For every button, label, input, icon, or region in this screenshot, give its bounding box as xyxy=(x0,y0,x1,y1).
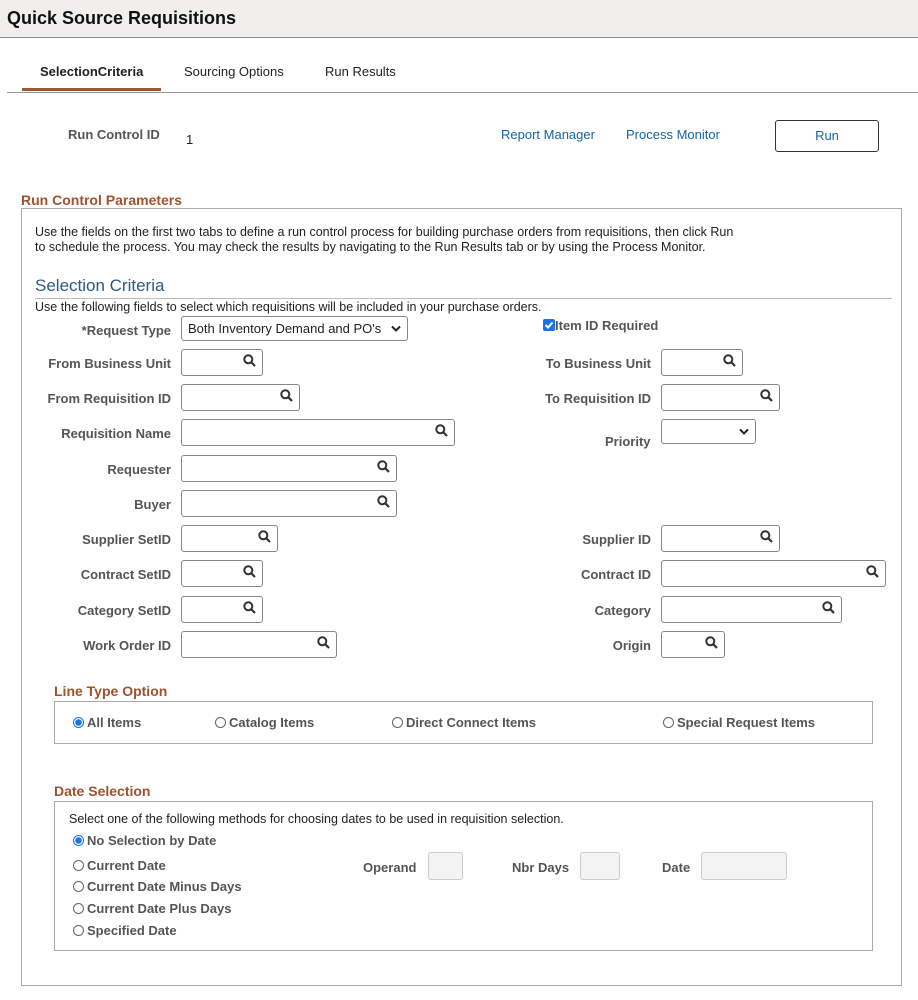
tab-run-results[interactable]: Run Results xyxy=(325,64,396,79)
chevron-down-icon xyxy=(739,428,749,436)
line-type-radio-special-request-items[interactable] xyxy=(663,715,815,730)
nbr-days-label: Nbr Days xyxy=(512,860,570,875)
selection-divider xyxy=(35,298,892,299)
contract-id-input[interactable] xyxy=(661,560,886,587)
process-monitor-link[interactable]: Process Monitor xyxy=(626,127,720,142)
radio-icon xyxy=(215,717,226,728)
radio-icon xyxy=(73,881,84,892)
checkbox-checked-icon xyxy=(543,319,555,331)
search-icon[interactable] xyxy=(435,424,448,440)
date-selection-heading: Date Selection xyxy=(54,783,151,799)
requester-input[interactable] xyxy=(181,455,397,482)
line-type-heading: Line Type Option xyxy=(54,683,168,699)
line-type-option-label: Special Request Items xyxy=(677,715,815,730)
radio-icon xyxy=(73,860,84,871)
run-control-parameters-heading: Run Control Parameters xyxy=(21,192,183,208)
to-business-unit-label: To Business Unit xyxy=(545,356,651,371)
category-input[interactable] xyxy=(661,596,842,623)
line-type-radio-all-items[interactable] xyxy=(73,715,141,730)
search-icon[interactable] xyxy=(723,354,736,370)
search-icon[interactable] xyxy=(243,354,256,370)
supplier-setid-label: Supplier SetID xyxy=(82,532,171,547)
search-icon[interactable] xyxy=(705,636,718,652)
search-icon[interactable] xyxy=(280,389,293,405)
item-id-required-label: Item ID Required xyxy=(555,318,659,333)
date-label: Date xyxy=(662,860,691,875)
date-radio-current-date[interactable] xyxy=(73,858,166,873)
nbr-days-field[interactable] xyxy=(580,852,620,880)
operand-label: Operand xyxy=(363,860,417,875)
search-icon[interactable] xyxy=(377,460,390,476)
params-description: Use the fields on the first two tabs to define a run control process for building purchase orders from requisitions, then click Run to schedule the process. You may check the results by navigating to the Run Results tab or by using the Process Monitor. xyxy=(35,225,734,254)
radio-icon xyxy=(73,903,84,914)
from-business-unit-input[interactable] xyxy=(181,349,263,376)
run-button[interactable]: Run xyxy=(775,120,879,152)
contract-setid-label: Contract SetID xyxy=(80,567,171,582)
requisition-name-input[interactable] xyxy=(181,419,455,446)
date-option-label: Current Date xyxy=(87,858,166,873)
search-icon[interactable] xyxy=(243,601,256,617)
category-setid-input[interactable] xyxy=(181,596,263,623)
run-control-id-label: Run Control ID xyxy=(68,127,160,142)
contract-id-label: Contract ID xyxy=(580,567,651,582)
selection-description: Use the following fields to select which requisitions will be included in your purchase orders. xyxy=(35,300,542,314)
line-type-radio-catalog-items[interactable] xyxy=(215,715,314,730)
origin-input[interactable] xyxy=(661,631,725,658)
date-radio-current-date-plus-days[interactable] xyxy=(73,901,232,916)
tab-sourcing-options[interactable]: Sourcing Options xyxy=(184,64,284,79)
supplier-id-label: Supplier ID xyxy=(582,532,651,547)
supplier-setid-input[interactable] xyxy=(181,525,278,552)
date-option-label: Current Date Minus Days xyxy=(87,879,242,894)
radio-icon xyxy=(392,717,403,728)
run-control-id-value: 1 xyxy=(186,132,194,147)
search-icon[interactable] xyxy=(258,530,271,546)
line-type-radio-direct-connect-items[interactable] xyxy=(392,715,536,730)
line-type-option-label: All Items xyxy=(87,715,142,730)
date-option-label: Specified Date xyxy=(87,923,177,938)
search-icon[interactable] xyxy=(377,495,390,511)
work-order-id-label: Work Order ID xyxy=(83,638,171,653)
date-option-label: No Selection by Date xyxy=(87,833,217,848)
radio-icon xyxy=(73,925,84,936)
date-field[interactable] xyxy=(701,852,787,880)
work-order-id-input[interactable] xyxy=(181,631,337,658)
to-requisition-id-input[interactable] xyxy=(661,384,780,411)
active-tab-indicator xyxy=(22,88,161,91)
from-requisition-id-label: From Requisition ID xyxy=(47,391,171,406)
requester-label: Requester xyxy=(107,462,171,477)
page-header xyxy=(0,0,918,38)
selection-criteria-heading: Selection Criteria xyxy=(35,276,165,295)
page-title: Quick Source Requisitions xyxy=(7,8,237,28)
line-type-option-label: Direct Connect Items xyxy=(406,715,537,730)
requisition-name-label: Requisition Name xyxy=(61,426,171,441)
date-radio-specified-date[interactable] xyxy=(73,923,177,938)
search-icon[interactable] xyxy=(760,530,773,546)
contract-setid-input[interactable] xyxy=(181,560,263,587)
from-requisition-id-input[interactable] xyxy=(181,384,300,411)
radio-icon xyxy=(663,717,674,728)
priority-label: Priority xyxy=(605,434,651,449)
priority-select[interactable] xyxy=(661,419,756,444)
request-type-value: Both Inventory Demand and PO's xyxy=(188,321,382,336)
line-type-option-label: Catalog Items xyxy=(229,715,315,730)
date-selection-description: Select one of the following methods for choosing dates to be used in requisition selection. xyxy=(69,812,564,826)
search-icon[interactable] xyxy=(822,601,835,617)
buyer-input[interactable] xyxy=(181,490,397,517)
search-icon[interactable] xyxy=(866,565,879,581)
tab-selection-criteria[interactable]: SelectionCriteria xyxy=(40,64,144,79)
search-icon[interactable] xyxy=(317,636,330,652)
item-id-required-checkbox[interactable] xyxy=(543,318,658,333)
supplier-id-input[interactable] xyxy=(661,525,780,552)
category-label: Category xyxy=(594,603,651,618)
date-radio-no-selection-by-date[interactable] xyxy=(73,833,216,848)
tab-divider xyxy=(7,92,918,93)
chevron-down-icon xyxy=(391,325,401,333)
date-option-label: Current Date Plus Days xyxy=(87,901,232,916)
search-icon[interactable] xyxy=(760,389,773,405)
request-type-select[interactable] xyxy=(181,316,408,341)
search-icon[interactable] xyxy=(243,565,256,581)
radio-icon xyxy=(73,835,84,846)
request-type-label: *Request Type xyxy=(81,323,171,338)
date-radio-current-date-minus-days[interactable] xyxy=(73,879,242,894)
report-manager-link[interactable]: Report Manager xyxy=(501,127,595,142)
to-business-unit-input[interactable] xyxy=(661,349,743,376)
to-requisition-id-label: To Requisition ID xyxy=(545,391,651,406)
category-setid-label: Category SetID xyxy=(77,603,171,618)
radio-icon xyxy=(73,717,84,728)
from-business-unit-label: From Business Unit xyxy=(48,356,171,371)
buyer-label: Buyer xyxy=(134,497,171,512)
origin-label: Origin xyxy=(612,638,651,653)
operand-field[interactable] xyxy=(428,852,463,880)
